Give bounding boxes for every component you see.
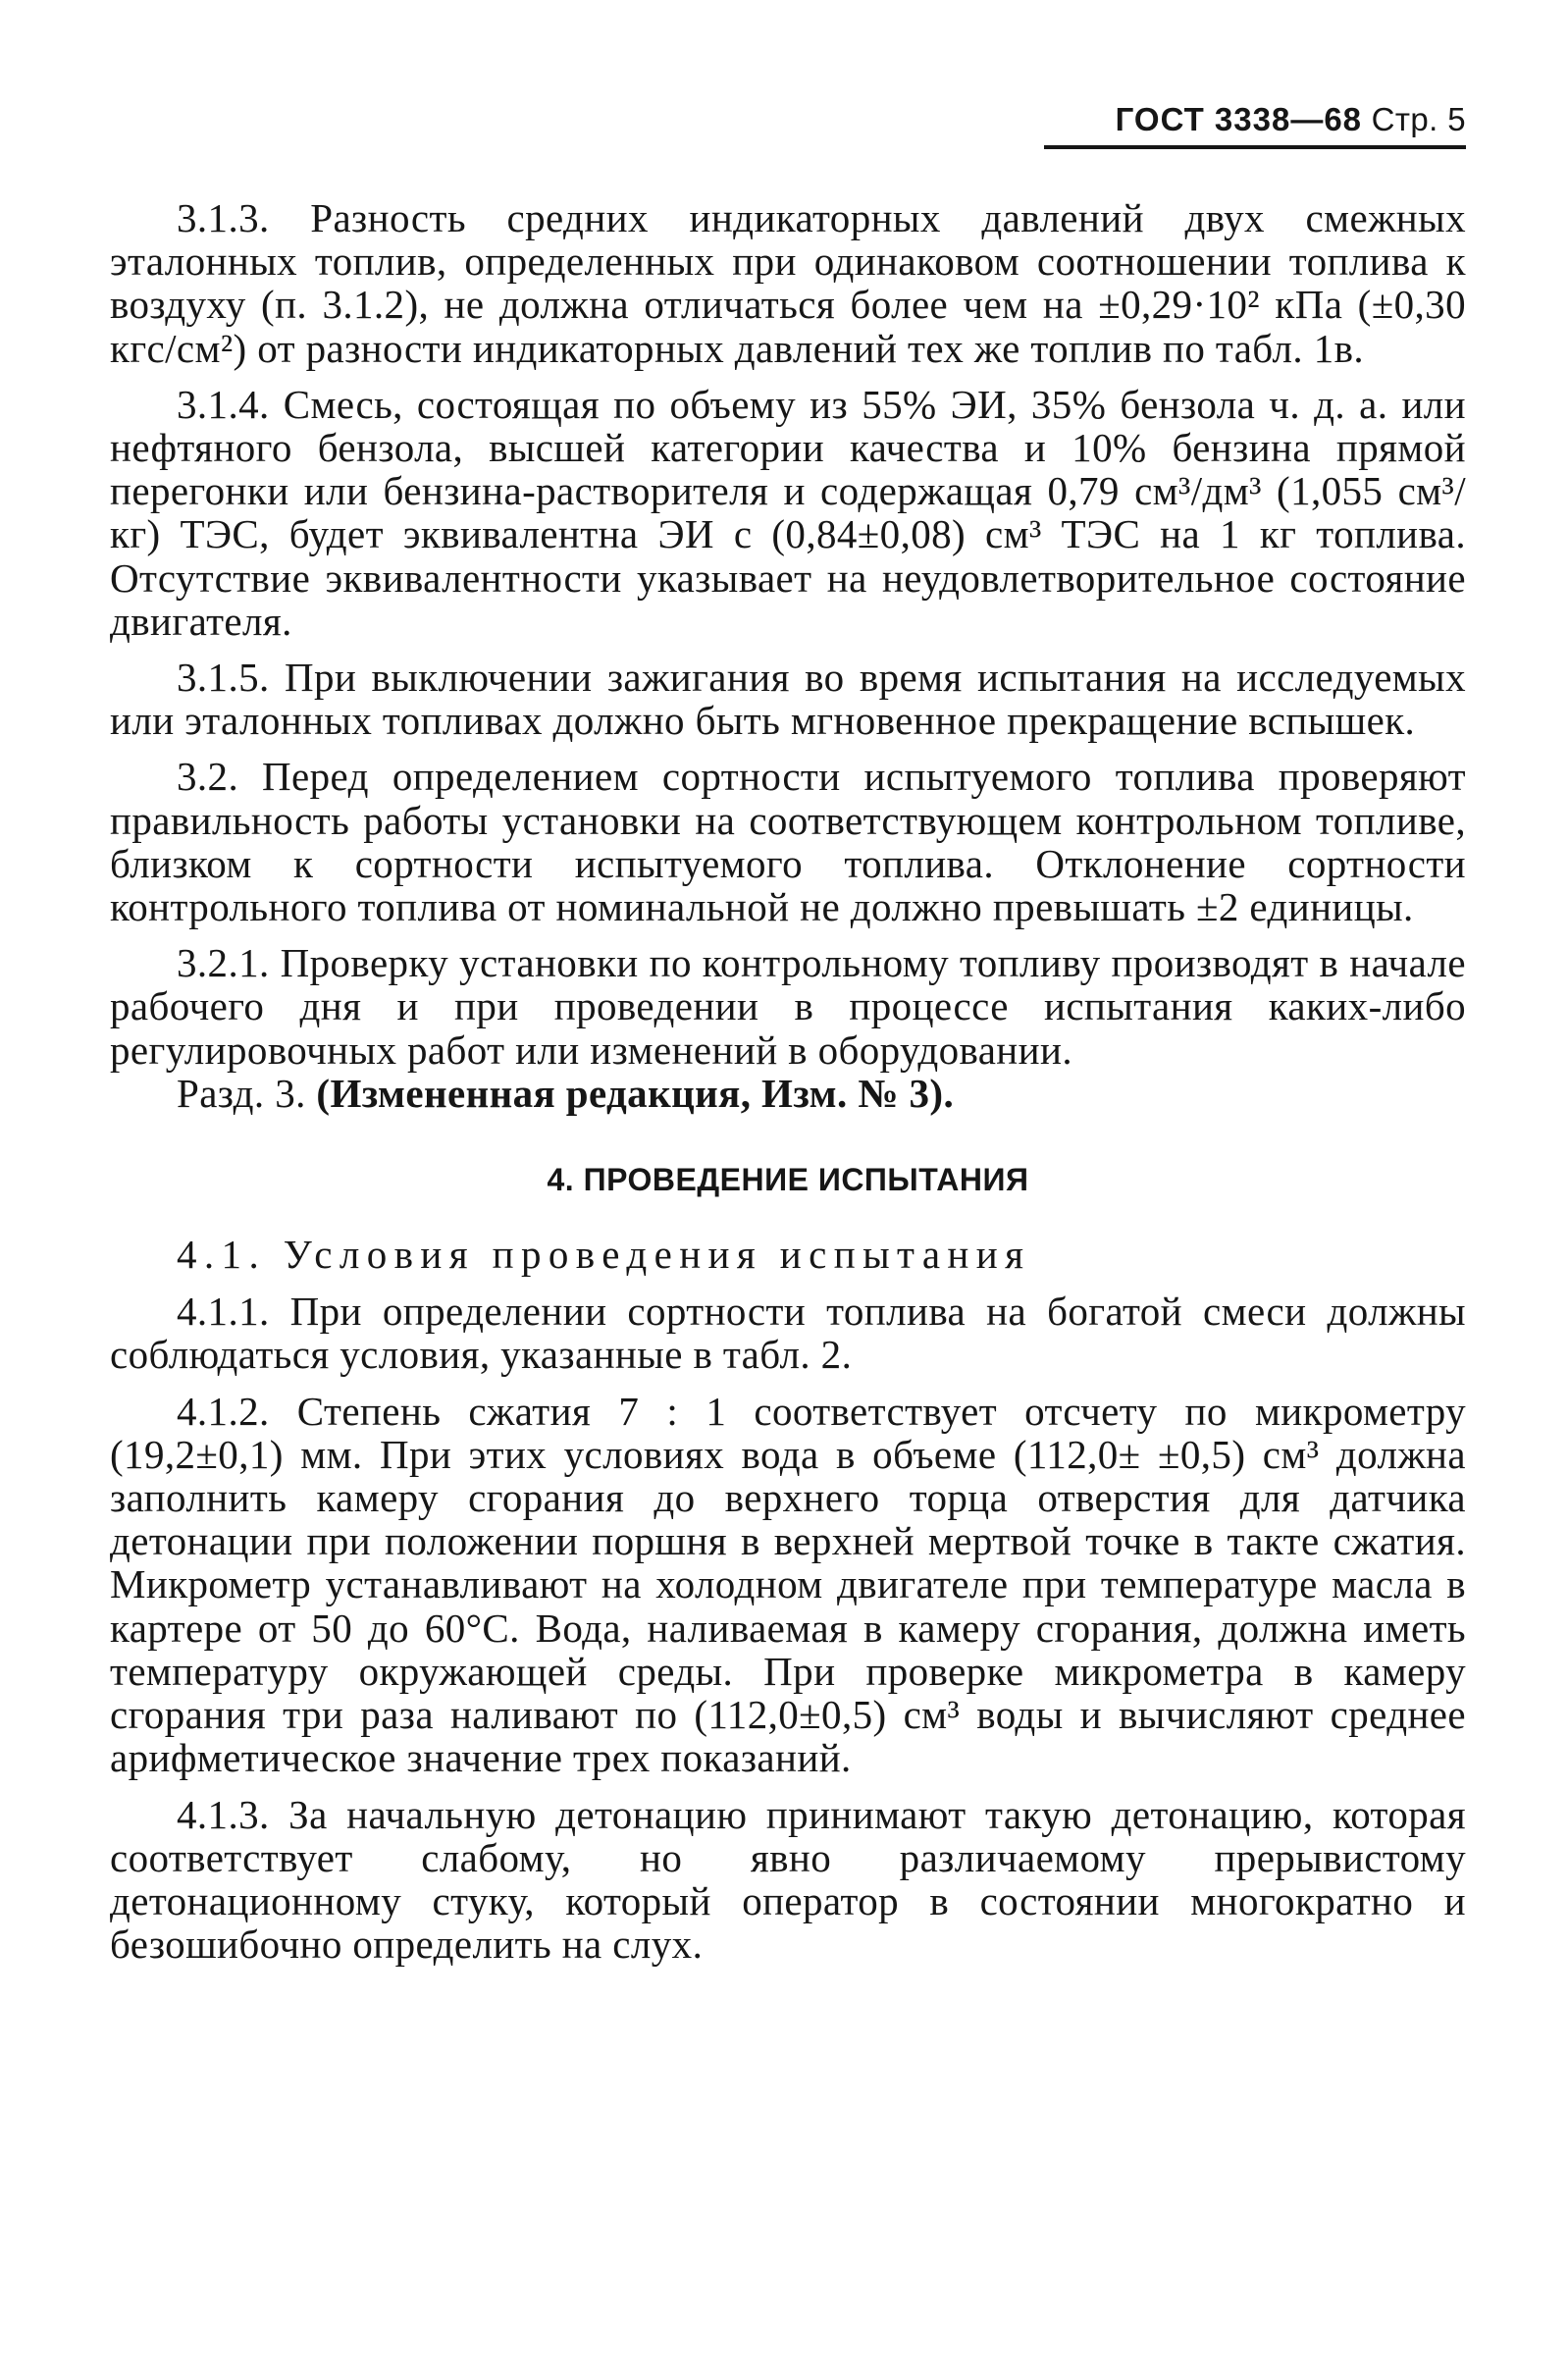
- amendment-note: [110, 1072, 1466, 1115]
- paragraph-4-1-3: 4.1.3. За начальную детонацию принимают такую детонацию, которая соответствует слабому, но явно различаемому прерывистому детонационному стуку, который оператор в состоянии многократно и безошибочно определить на слух.: [110, 1791, 1466, 1968]
- standard-number: ГОСТ 3338—68: [1115, 101, 1363, 137]
- subsection-4-1-heading: 4.1. Условия проведения испытания: [177, 1232, 1031, 1278]
- section-4-title: 4. ПРОВЕДЕНИЕ ИСПЫТАНИЯ: [547, 1162, 1029, 1198]
- document-body: [110, 196, 1466, 1978]
- paragraph-3-2-1: 3.2.1. Проверку установки по контрольному топливу производят в начале рабочего дня и при проведении в процессе испытания каких-либо регулировочных работ или изменений в оборудовании.: [110, 940, 1466, 1073]
- paragraph-3-1-5: 3.1.5. При выключении зажигания во время испытания на исследуемых или эталонных топливах должно быть мгновенное прекращение вспышек.: [110, 655, 1466, 744]
- paragraph-3-1-4: 3.1.4. Смесь, состоящая по объему из 55% ЭИ, 35% бензола ч. д. а. или нефтяного бензола, высшей категории качества и 10% бензина прямой перегонки или бензина-растворителя и содержащая 0,79 см³/дм³ (1,055 см³/кг) ТЭС, будет эквивалентна ЭИ с (0,84±0,08) см³ ТЭС на 1 кг топлива. Отсутствие эквивалентности указывает на неудовлетворительное состояние двигателя.: [110, 381, 1466, 644]
- paragraph-3-1-3: 3.1.3. Разность средних индикаторных давлений двух смежных эталонных топлив, определенных при одинаковом соотношении топлива к воздуху (п. 3.1.2), не должна отличаться более чем на ±0,29·10² кПа (±0,30 кгс/см²) от разности индикаторных давлений тех же топлив по табл. 1в.: [110, 195, 1466, 371]
- page-header: [1044, 100, 1466, 149]
- amendment-note-prefix: Разд. 3.: [177, 1070, 317, 1116]
- page-number: Стр. 5: [1371, 101, 1466, 137]
- amendment-note-text: (Измененная редакция, Изм. № 3).: [316, 1070, 955, 1116]
- paragraph-4-1-1: 4.1.1. При определении сортности топлива на богатой смеси должны соблюдаться условия, указанные в табл. 2.: [110, 1289, 1466, 1378]
- paragraph-4-1-2: 4.1.2. Степень сжатия 7 : 1 соответствует отсчету по микрометру (19,2±0,1) мм. При этих условиях вода в объеме (112,0± ±0,5) см³ должна заполнить камеру сгорания до верхнего торца отверстия для датчика детонации при положении поршня в верхней мертвой точке в такте сжатия. Микрометр устанавливают на холодном двигателе при температуре масла в картере от 50 до 60°С. Вода, наливаемая в камеру сгорания, должна иметь температуру окружающей среды. При проверке микрометра в камеру сгорания три раза наливают по (112,0±0,5) см³ воды и вычисляют среднее арифметическое значение трех показаний.: [110, 1388, 1466, 1781]
- paragraph-3-2: 3.2. Перед определением сортности испытуемого топлива проверяют правильность работы установки на соответствующем контрольном топливе, близком к сортности испытуемого топлива. Отклонение сортности контрольного топлива от номинальной не должно превышать ±2 единицы.: [110, 754, 1466, 930]
